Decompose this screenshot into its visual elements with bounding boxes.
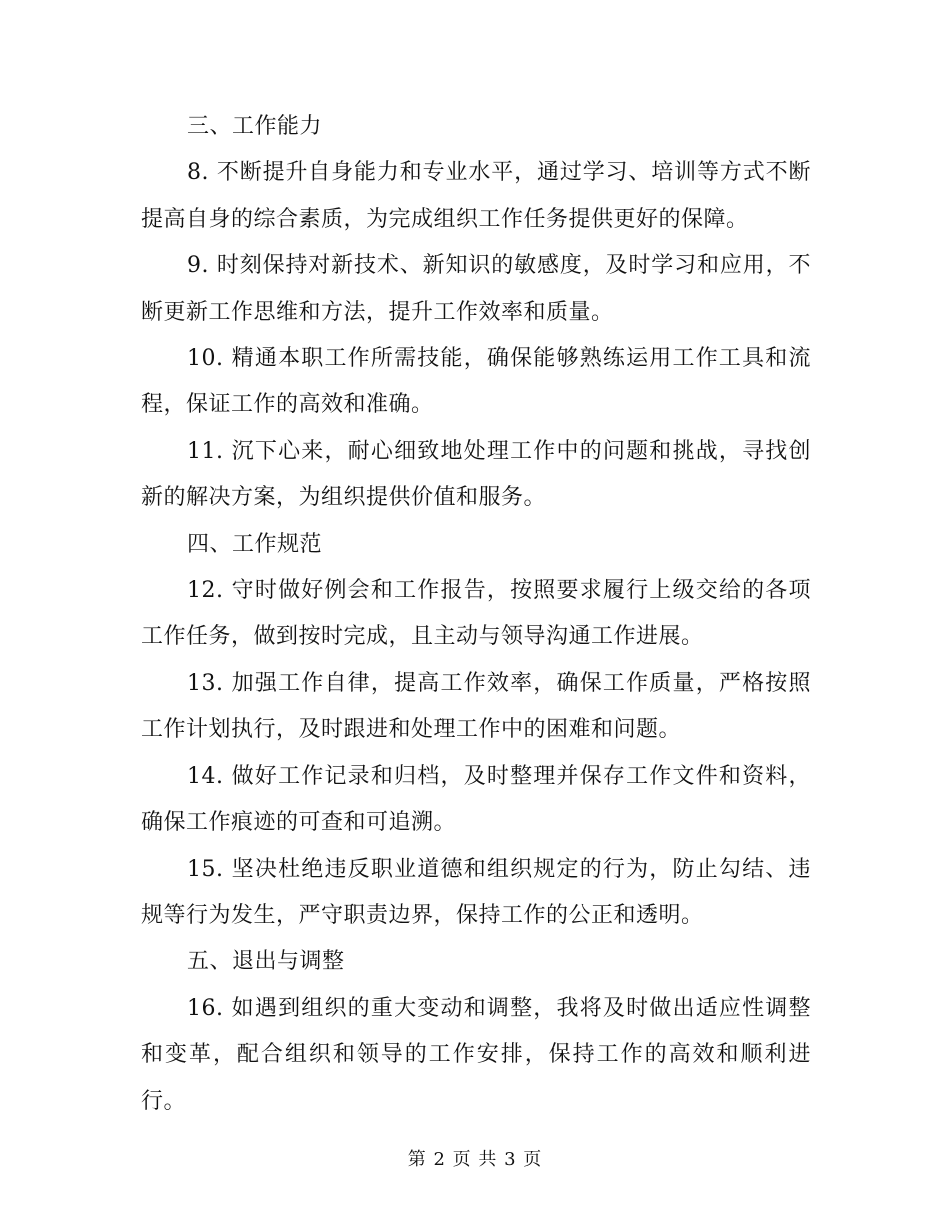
paragraph-item-10: 10. 精通本职工作所需技能，确保能够熟练运用工作工具和流程，保证工作的高效和准确。 [141,346,811,418]
document-body [141,104,811,1125]
paragraph-item-15: 15. 坚决杜绝违反职业道德和组织规定的行为，防止勾结、违规等行为发生，严守职责边界，保持工作的公正和透明。 [141,856,811,928]
paragraph-item-11: 11. 沉下心来，耐心细致地处理工作中的问题和挑战，寻找创新的解决方案，为组织提供价值和服务。 [141,438,811,511]
paragraph-item-12: 12. 守时做好例会和工作报告，按照要求履行上级交给的各项工作任务，做到按时完成，且主动与领导沟通工作进展。 [141,578,811,650]
page-number-footer: 第 2 页 共 3 页 [407,1149,543,1170]
section-heading-exit-adjustment: 五、退出与调整 [187,949,345,975]
paragraph-item-13: 13. 加强工作自律，提高工作效率，确保工作质量，严格按照工作计划执行，及时跟进和处理工作中的困难和问题。 [141,670,811,743]
section-heading-work-ability: 三、工作能力 [187,114,323,139]
paragraph-item-8: 8. 不断提升自身能力和专业水平，通过学习、培训等方式不断提高自身的综合素质，为完成组织工作任务提供更好的保障。 [141,160,811,232]
paragraph-item-9: 9. 时刻保持对新技术、新知识的敏感度，及时学习和应用，不断更新工作思维和方法，提升工作效率和质量。 [141,253,811,325]
section-heading-work-standards: 四、工作规范 [187,531,323,557]
paragraph-item-16: 16. 如遇到组织的重大变动和调整，我将及时做出适应性调整和变革，配合组织和领导的工作安排，保持工作的高效和顺利进行。 [141,995,811,1114]
paragraph-item-14: 14. 做好工作记录和归档，及时整理并保存工作文件和资料，确保工作痕迹的可查和可追溯。 [141,763,811,836]
